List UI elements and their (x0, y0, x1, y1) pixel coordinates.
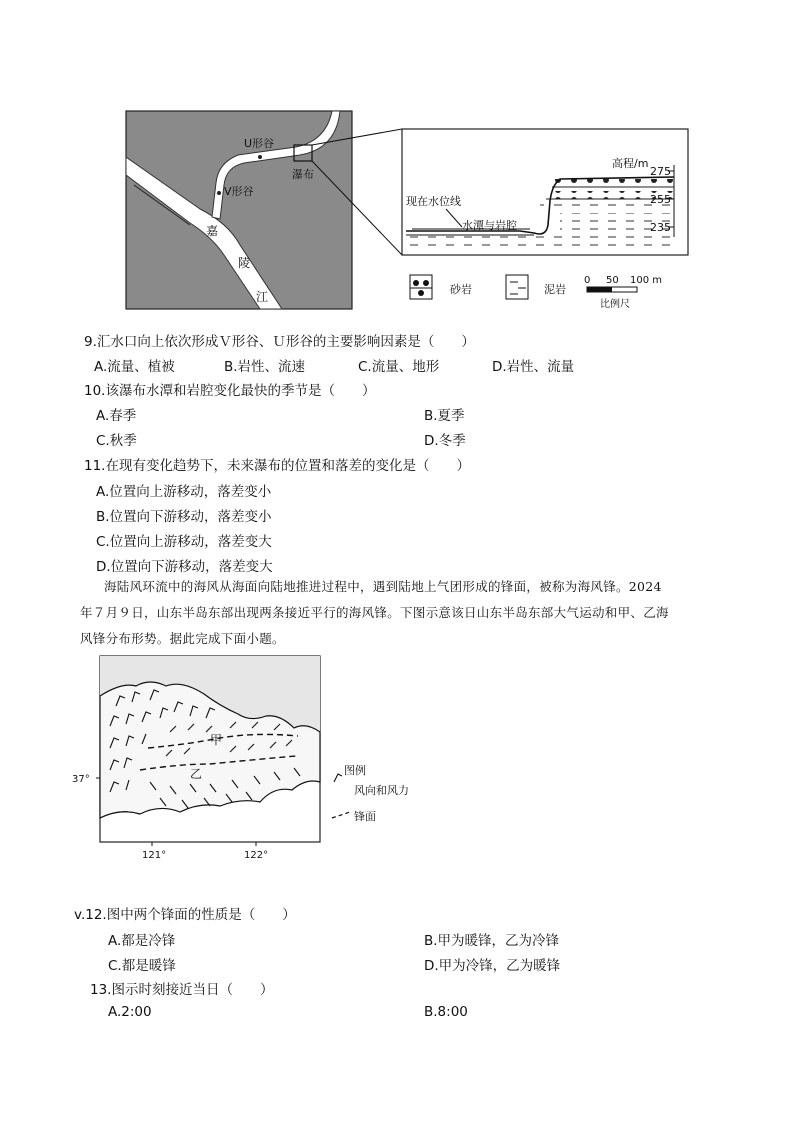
question-10-option-d[interactable]: D.冬季 (424, 433, 466, 449)
lon-122-label: 122° (244, 850, 269, 861)
question-11-option-c[interactable]: C.位置向上游移动，落差变大 (96, 534, 272, 550)
mudstone-label: 泥岩 (544, 283, 566, 296)
front-yi-label: 乙 (190, 767, 203, 781)
passage-line-1: 海陆风环流中的海风从海面向陆地推进过程中，遇到陆地上气团形成的锋面，被称为海风锋。2024 (104, 579, 662, 594)
river-char-3: 江 (256, 290, 269, 304)
question-12-option-a[interactable]: A.都是冷锋 (108, 933, 176, 949)
passage-line-3: 风锋分布形势。据此完成下面小题。 (80, 631, 285, 646)
waterfall-label: 瀑布 (292, 168, 314, 181)
valley-map (126, 111, 352, 309)
question-10-stem: 10.该瀑布水潭和岩腔变化最快的季节是（ ） (84, 383, 376, 399)
question-10-option-b[interactable]: B.夏季 (424, 408, 465, 424)
elev-275: 275 (650, 165, 671, 178)
question-9-option-d[interactable]: D.岩性、流量 (492, 359, 575, 375)
v-valley-label: V形谷 (224, 185, 254, 198)
elev-235: 235 (650, 221, 671, 234)
question-10-option-c[interactable]: C.秋季 (96, 433, 137, 449)
question-10-option-a[interactable]: A.春季 (96, 408, 137, 424)
question-13-option-a[interactable]: A.2:00 (108, 1004, 152, 1020)
scale-100: 100 m (630, 275, 663, 286)
legend-wind: 风向和风力 (354, 784, 409, 797)
profile-legend (410, 275, 662, 310)
question-13-stem: 13.图示时刻接近当日（ ） (90, 982, 274, 998)
question-12-option-c[interactable]: C.都是暖锋 (108, 958, 176, 974)
question-9-option-a[interactable]: A.流量、植被 (94, 359, 175, 375)
river-char-2: 陵 (238, 256, 251, 270)
scale-label: 比例尺 (600, 299, 630, 310)
question-12-option-d[interactable]: D.甲为冷锋，乙为暖锋 (424, 958, 561, 974)
waterfall-profile (402, 129, 688, 255)
question-11-stem: 11.在现有变化趋势下，未来瀑布的位置和落差的变化是（ ） (84, 458, 470, 474)
u-valley-label: U形谷 (244, 137, 275, 150)
sea-breeze-front-map (70, 652, 470, 864)
sandstone-label: 砂岩 (450, 283, 472, 296)
elev-255: 255 (650, 193, 671, 206)
water-level-label: 现在水位线 (406, 195, 461, 208)
pool-label: 水潭与岩腔 (462, 219, 517, 232)
front-jia-label: 甲 (210, 733, 223, 747)
question-9-stem: 9.汇水口向上依次形成Ｖ形谷、Ｕ形谷的主要影响因素是（ ） (84, 334, 475, 350)
river-char-1: 嘉 (206, 224, 219, 238)
waterfall-figure (120, 105, 700, 315)
question-11-option-d[interactable]: D.位置向下游移动，落差变大 (96, 559, 273, 575)
scale-0: 0 (584, 275, 591, 286)
lat-37-label: 37° (72, 774, 90, 785)
question-9-option-c[interactable]: C.流量、地形 (358, 359, 440, 375)
question-12-option-b[interactable]: B.甲为暖锋，乙为冷锋 (424, 933, 560, 949)
question-12-stem: v.12.图中两个锋面的性质是（ ） (74, 907, 296, 923)
legend-front: 锋面 (354, 810, 376, 823)
legend-title: 图例 (344, 764, 366, 777)
question-13-option-b[interactable]: B.8:00 (424, 1004, 468, 1020)
question-11-option-a[interactable]: A.位置向上游移动，落差变小 (96, 484, 272, 500)
passage-line-2: 年７月９日，山东半岛东部出现两条接近平行的海风锋。下图示意该日山东半岛东部大气运动和甲、乙海 (80, 605, 669, 620)
elevation-axis-label: 高程/m (612, 157, 649, 170)
question-11-option-b[interactable]: B.位置向下游移动，落差变小 (96, 509, 272, 525)
question-9-option-b[interactable]: B.岩性、流速 (224, 359, 306, 375)
lon-121-label: 121° (142, 850, 167, 861)
scale-50: 50 (606, 275, 619, 286)
